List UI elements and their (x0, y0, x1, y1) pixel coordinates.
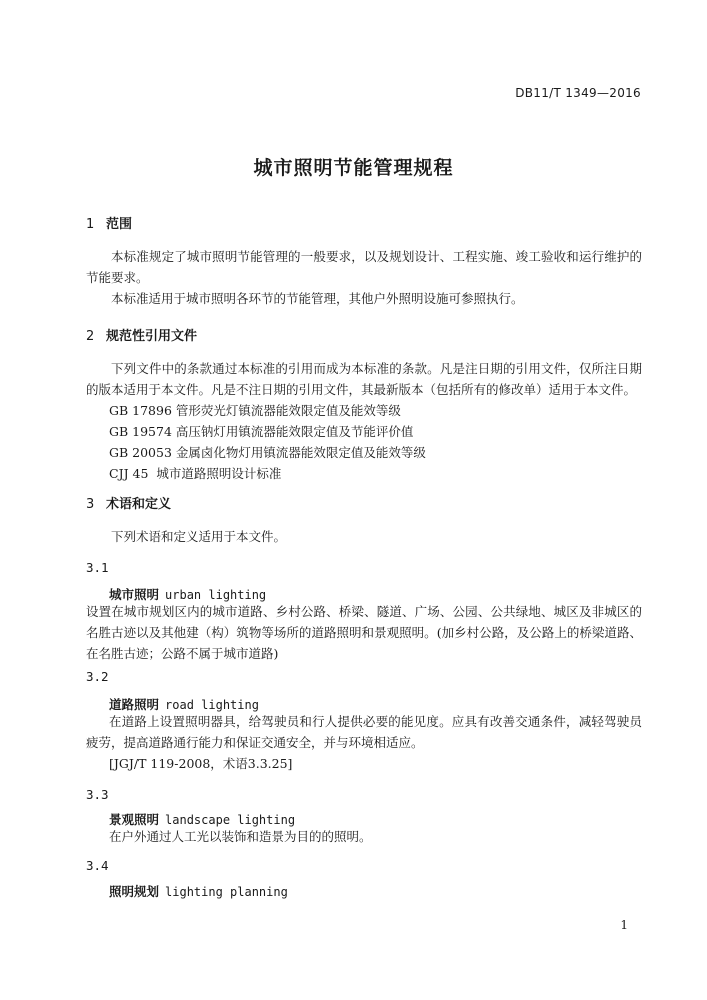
section-heading-terms (86, 493, 171, 512)
references-intro-paragraph: 下列文件中的条款通过本标准的引用而成为本标准的条款。凡是注日期的引用文件，仅所注日期的版本适用于本文件。凡是不注日期的引用文件，其最新版本（包括所有的修改单）适用于本文件。 (86, 361, 642, 397)
page-number: 1 (620, 918, 628, 932)
term-definition: 在道路上设置照明器具，给驾驶员和行人提供必要的能见度。应具有改善交通条件，减轻驾驶员疲劳，提高道路通行能力和保证交通安全，并与环境相适应。 (86, 714, 642, 750)
term-en: landscape lighting (165, 813, 296, 827)
standard-code: DB11/T 1349—2016 (515, 86, 641, 100)
term-en: road lighting (165, 698, 259, 712)
terms-intro-paragraph: 下列术语和定义适用于本文件。 (111, 529, 287, 544)
reference-item: GB 19574 高压钠灯用镇流器能效限定值及节能评价值 (109, 424, 414, 439)
document-title: 城市照明节能管理规程 (253, 157, 454, 179)
section-number: 3 (86, 497, 95, 512)
section-title: 术语和定义 (106, 497, 172, 512)
section-number: 2 (86, 329, 95, 344)
clause-number: 3.2 (86, 669, 109, 684)
clause-number: 3.4 (86, 858, 109, 873)
section-title: 范围 (106, 217, 133, 232)
section-heading-scope (86, 213, 132, 232)
term-cn: 城市照明 (109, 587, 160, 602)
reference-item: GB 17896 管形荧光灯镇流器能效限定值及能效等级 (109, 403, 401, 418)
scope-paragraph-2: 本标准适用于城市照明各环节的节能管理，其他户外照明设施可参照执行。 (111, 291, 524, 306)
term-lighting-planning (109, 882, 288, 900)
term-en: lighting planning (165, 885, 288, 899)
term-definition: 设置在城市规划区内的城市道路、乡村公路、桥梁、隧道、广场、公园、公共绿地、城区及非城区的名胜古迹以及其他建（构）筑物等场所的道路照明和景观照明。(加乡村公路，及公路上的桥梁道路、在名胜古迹；公路不属于城市道路) (86, 604, 642, 661)
section-title: 规范性引用文件 (106, 329, 198, 344)
term-cn: 景观照明 (109, 812, 160, 827)
clause-number: 3.1 (86, 560, 109, 575)
reference-item: GB 20053 金属卤化物灯用镇流器能效限定值及能效等级 (109, 445, 426, 460)
scope-paragraph-1: 本标准规定了城市照明节能管理的一般要求，以及规划设计、工程实施、竣工验收和运行维护的节能要求。 (86, 249, 642, 285)
term-source: [JGJ/T 119-2008，术语3.3.25] (109, 756, 293, 771)
term-en: urban lighting (165, 588, 267, 602)
term-cn: 照明规划 (109, 884, 160, 899)
section-number: 1 (86, 217, 95, 232)
term-cn: 道路照明 (109, 697, 160, 712)
term-definition: 在户外通过人工光以装饰和造景为目的的照明。 (109, 829, 372, 844)
reference-item: CJJ 45 城市道路照明设计标准 (109, 466, 282, 481)
clause-number: 3.3 (86, 787, 109, 802)
section-heading-normative-references (86, 325, 197, 344)
